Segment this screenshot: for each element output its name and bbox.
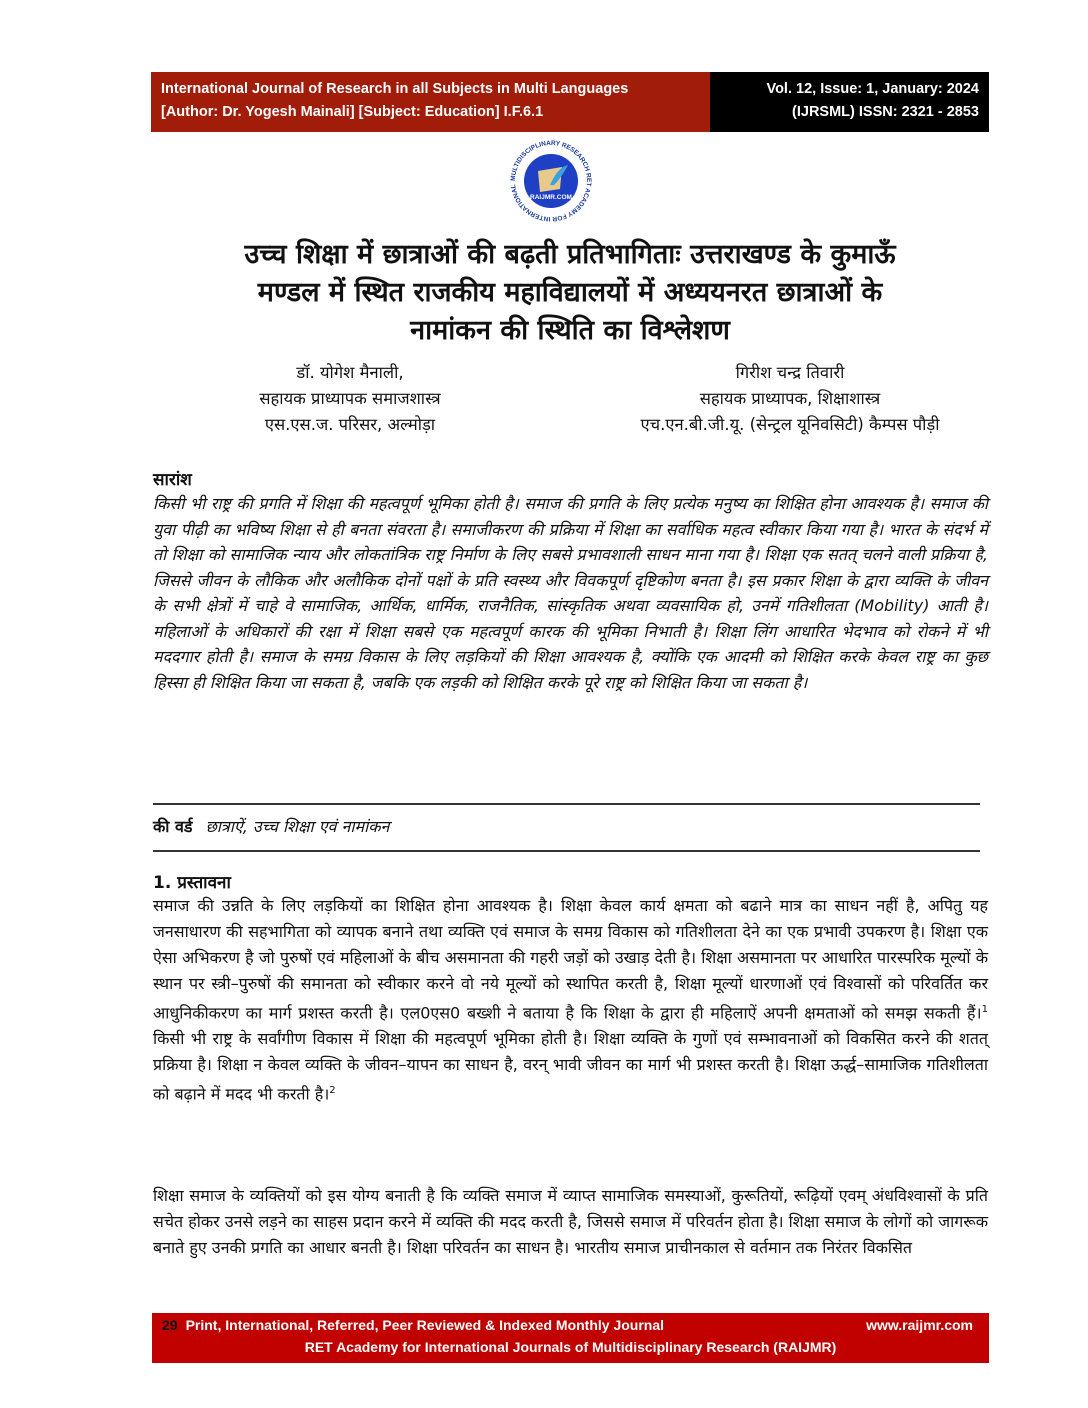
issn: (IJRSML) ISSN: 2321 - 2853 — [792, 104, 979, 120]
header-right-band — [710, 72, 989, 132]
section-heading: 1. प्रस्तावना — [153, 873, 231, 893]
title-line-1: उच्च शिक्षा में छात्राओं की बढ़ती प्रतिभागिताः उत्तराखण्ड के कुमाऊँ — [244, 239, 896, 270]
journal-footer — [152, 1313, 989, 1363]
title-line-2: मण्डल में स्थित राजकीय महाविद्यालयों में अध्ययनरत छात्राओं के — [257, 277, 883, 308]
footnote-ref[interactable]: 1 — [981, 1004, 988, 1015]
author-affiliation: एस.एस.ज. परिसर, अल्मोड़ा — [264, 415, 436, 434]
author-name: गिरीश चन्द्र तिवारी — [735, 363, 845, 382]
footer-publisher: RET Academy for International Journals of Multidisciplinary Research (RAIJMR) — [304, 1339, 837, 1355]
journal-name: International Journal of Research in all Subjects in Multi Languages — [161, 81, 629, 97]
paragraph-text: किसी भी राष्ट्र के सर्वांगीण विकास में शिक्षा की महत्वपूर्ण भूमिका होती है। शिक्षा व्यक्ति के गुणों एवं सम्भावनाओं को विकसित करने की शतत् प्रक्रिया है। शिक्षा न केवल व्यक्ति के जीवन–यापन का साधन है, वरन् भावी जीवन का मार्ग भी प्रशस्त करती है। शिक्षा ऊर्द्ध–सामाजिक गतिशीलता को बढ़ाने में मदद भी करती है। — [153, 1029, 988, 1104]
logo-text: RAIJMR.COM — [530, 194, 572, 201]
section-paragraph-2: शिक्षा समाज के व्यक्तियों को इस योग्य बनाती है कि व्यक्ति समाज में व्याप्त सामाजिक समस्याओं, कुरूतियों, रूढ़ियों एवम् अंधविश्वासों के प्रति सचेत होकर उनसे लड़ने का साहस प्रदान करने में व्यक्ति की मदद करती है, जिससे समाज में परिवर्तन होता है। शिक्षा समाज के लोगों को जागरूक बनाते हुए उनकी प्रगति का आधार बनती है। शिक्षा परिवर्तन का साधन है। भारतीय समाज प्राचीनकाल से वर्तमान तक निरंतर विकसित — [153, 1186, 988, 1257]
section-paragraph-1 — [153, 893, 988, 1108]
volume-issue: Vol. 12, Issue: 1, January: 2024 — [766, 81, 979, 97]
footer-row-1 — [162, 1317, 973, 1333]
author-designation: सहायक प्राध्यापक, शिक्षाशास्त्र — [699, 389, 881, 408]
footer-journal-type: Print, International, Referred, Peer Reviewed & Indexed Monthly Journal — [185, 1317, 665, 1333]
divider-top — [153, 803, 980, 805]
footer-website-link[interactable]: www.raijmr.com — [866, 1317, 973, 1333]
abstract-text: किसी भी राष्ट्र की प्रगति में शिक्षा की महत्वपूर्ण भूमिका होती है। समाज की प्रगति के लिए प्रत्येक मनुष्य का शिक्षित होना आवश्यक है। समाज की युवा पीढ़ी का भविष्य शिक्षा से ही बनता संवरता है। समाजीकरण की प्रक्रिया में शिक्षा का सर्वाधिक महत्व स्वीकार किया गया है। भारत के संदर्भ में तो शिक्षा को सामाजिक न्याय और लोकतांत्रिक राष्ट्र निर्माण के लिए सबसे प्रभावशाली साधन माना गया है। शिक्षा एक सतत् चलने वाली प्रक्रिया है, जिससे जीवन के लौकिक और अलौकिक दोनों पक्षों के प्रति स्वस्थ्य और विवकपूर्ण दृष्टिकोण बनता है। इस प्रकार शिक्षा के द्वारा व्यक्ति के जीवन के सभी क्षेत्रों में चाहे वे सामाजिक, आर्थिक, धार्मिक, राजनैतिक, सांस्कृतिक अथवा व्यवसायिक हो, उनमें गतिशीलता (Mobility) आती है। महिलाओं के अधिकारों की रक्षा में शिक्षा सबसे एक महत्वपूर्ण कारक की भूमिका निभाती है। शिक्षा लिंग आधारित भेदभाव को रोकने में भी मददगार होती है। समाज के समग्र विकास के लिए लड़कियों की शिक्षा आवश्यक है, क्योंकि एक आदमी को शिक्षित करके केवल राष्ट्र का कुछ हिस्सा ही शिक्षित किया जा सकता है, जबकि एक लड़की को शिक्षित करके पूरे राष्ट्र को शिक्षित किया जा सकता है। — [153, 494, 988, 692]
header-left-band — [151, 72, 710, 132]
paragraph-text: समाज की उन्नति के लिए लड़कियों का शिक्षित होना आवश्यक है। शिक्षा केवल कार्य क्षमता को बढाने मात्र का साधन नहीं है, अपितु यह जनसाधारण की सहभागिता को व्यापक बनाने तथा व्यक्ति एवं समाज के समग्र विकास को गतिशीलता देने का एक प्रभावी उपकरण है। शिक्षा एक ऐसा अभिकरण है जो पुरुषों एवं महिलाओं के बीच असमानता की गहरी जड़ों को उखाड़ देती है। शिक्षा असमानता पर आधारित पारस्परिक मूल्यों के स्थान पर स्त्री–पुरुषों की समानता को स्वीकार करने वो नये मूल्यों को स्थापित करती है, शिक्षा मूल्यों धारणाओं एवं विश्वासों को परिवर्तित कर आधुनिकीकरण का मार्ग प्रशस्त करती है। एल0एस0 बख्शी ने बताया है कि शिक्षा के द्वारा ही महिलाऐं अपनी क्षमताओं को समझ सकती हैं। — [153, 896, 988, 1023]
footnote-ref[interactable]: 2 — [329, 1085, 336, 1097]
page-number: 29 — [162, 1317, 178, 1333]
author-name: डॉ. योगेश मैनाली, — [296, 363, 404, 382]
author-subject: [Author: Dr. Yogesh Mainali] [Subject: Education] I.F.6.1 — [161, 104, 544, 120]
raijmr-logo-icon — [510, 137, 592, 225]
author-designation: सहायक प्राध्यापक समाजशास्त्र — [259, 389, 441, 408]
author-block-1 — [200, 360, 500, 438]
paper-title — [150, 236, 990, 350]
author-block-2 — [580, 360, 1000, 438]
author-affiliation: एच.एन.बी.जी.यू. (सेन्ट्रल यूनिवसिटी) कैम्पस पौड़ी — [640, 415, 940, 434]
logo-ring-text: MULTIDISCIPLINARY RESEARCH RET ACADEMY FOR INTERNATIONAL — [510, 139, 592, 223]
divider-bottom — [153, 850, 980, 852]
title-line-3: नामांकन की स्थिति का विश्लेशण — [410, 315, 730, 346]
abstract-heading: सारांश — [153, 470, 192, 490]
keywords-value: छात्राऐं, उच्च शिक्षा एवं नामांकन — [205, 817, 390, 836]
footer-left — [162, 1317, 664, 1333]
keywords-label: की वर्ड — [153, 817, 193, 836]
keywords-line — [153, 815, 389, 837]
journal-header — [151, 72, 989, 132]
